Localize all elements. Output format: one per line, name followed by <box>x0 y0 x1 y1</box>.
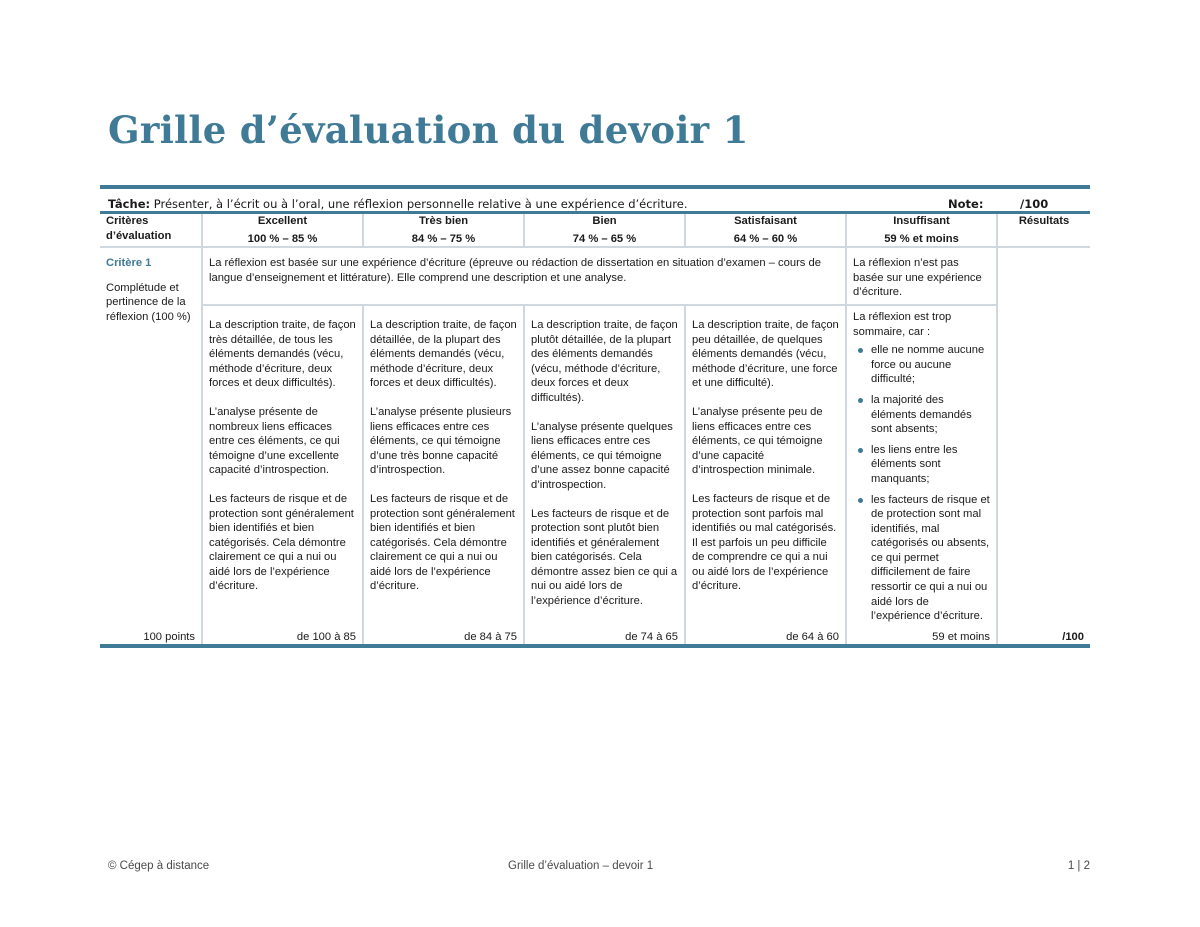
cell-satisfaisant: La description traite, de façon peu détaillée, de quelques éléments demandés (vécu, méthode d’écriture, une force et une difficulté). L’analyse présente peu de liens efficaces entre ces éléments, ce qui témoigne d’une capacité d’introspection minimale. Les facteurs de risque et de protection sont parfois mal identifiés ou mal catégorisés. Il est parfois un peu difficile de comprendre ce qui a nui ou aidé lors de l’expérience d’écriture. <box>685 305 846 630</box>
footer-doc-title: Grille d’évaluation – devoir 1 <box>508 860 654 872</box>
points-insuffisant: 59 et moins <box>846 630 997 645</box>
note-label: Note: <box>948 197 984 211</box>
points-total: 100 points <box>143 630 195 643</box>
rubric-grid <box>100 214 1090 644</box>
points-excellent: de 100 à 85 <box>202 630 363 645</box>
level-header-insuffisant: Insuffisant 59 % et moins <box>846 214 997 247</box>
task-text: Présenter, à l’écrit ou à l’oral, une réflexion personnelle relative à une expérience d’écriture. <box>150 197 688 211</box>
level-header-satisfaisant: Satisfaisant 64 % – 60 % <box>685 214 846 247</box>
criterion-title: Critère 1 <box>106 257 152 270</box>
points-bien: de 74 à 65 <box>524 630 685 645</box>
footer-page-number: 1 | 2 <box>1067 860 1090 872</box>
list-item: les facteurs de risque et de protection sont mal identifiés, mal catégorisés ou absents, ce qui permet difficilement de faire ressortir ce qui a nui ou aidé lors de l’expérience d’écriture. <box>871 493 990 623</box>
points-result: /100 <box>997 630 1090 645</box>
points-satisfaisant: de 64 à 60 <box>685 630 846 645</box>
criteria-header: Critères d’évaluation <box>106 215 172 242</box>
list-item: elle ne nomme aucune force ou aucune difficulté; <box>871 343 990 387</box>
points-row <box>100 630 1090 645</box>
insuf-span-desc: La réflexion n’est pas basée sur une expérience d’écriture. <box>846 247 997 305</box>
task-statement <box>108 197 687 211</box>
footer-copyright: © Cégep à distance <box>108 860 210 872</box>
criterion-span-row <box>100 247 1090 305</box>
list-item: les liens entre les éléments sont manquants; <box>871 443 990 487</box>
criterion-detail-row <box>100 305 1090 630</box>
results-header: Résultats <box>997 214 1090 247</box>
task-row <box>100 189 1090 214</box>
cell-insuffisant: La réflexion est trop sommaire, car : elle ne nomme aucune force ou aucune difficulté; la majorité des éléments demandés sont absents; les liens entre les éléments sont manquants; les facteurs de risque et de protection sont mal identifiés, mal catégorisés ou absents, ce qui permet difficilement de faire ressortir ce qui a nui ou aidé lors de l’expérience d’écriture. <box>846 305 997 630</box>
criterion-span-desc: La réflexion est basée sur une expérience d’écriture (épreuve ou rédaction de dissertation en situation d’examen – cours de langue d’enseignement et littérature). Elle comprend une description et une analyse. <box>202 247 846 305</box>
cell-bien: La description traite, de façon plutôt détaillée, de la plupart des éléments demandés (vécu, méthode d’écriture, deux forces et deux difficultés). L’analyse présente quelques liens efficaces entre ces éléments, ce qui témoigne d’une assez bonne capacité d’introspection. Les facteurs de risque et de protection sont plutôt bien identifiés et généralement bien catégorisés. Cela démontre assez bien ce qui a nui ou aidé lors de l’expérience d’écriture. <box>524 305 685 630</box>
points-tres-bien: de 84 à 75 <box>363 630 524 645</box>
results-cell <box>997 247 1090 630</box>
rubric-table <box>100 185 1090 648</box>
cell-tres-bien: La description traite, de façon détaillée, de la plupart des éléments demandés (vécu, méthode d’écriture, deux forces et deux difficultés). L’analyse présente plusieurs liens efficaces entre ces éléments, ce qui témoigne d’une très bonne capacité d’introspection. Les facteurs de risque et de protection sont généralement bien identifiés et bien catégorisés. Cela démontre clairement ce qui a nui ou aidé lors de l’expérience d’écriture. <box>363 305 524 630</box>
level-header-excellent: Excellent 100 % – 85 % <box>202 214 363 247</box>
criterion-cell <box>100 247 202 630</box>
task-label: Tâche: <box>108 197 151 211</box>
header-row <box>100 214 1090 247</box>
cell-excellent: La description traite, de façon très détaillée, de tous les éléments demandés (vécu, méthode d’écriture, deux forces et deux difficultés). L’analyse présente de nombreux liens efficaces entre ces éléments, ce qui témoigne d’une excellente capacité d’introspection. Les facteurs de risque et de protection sont généralement bien identifiés et bien catégorisés. Cela démontre clairement ce qui a nui ou aidé lors de l’expérience d’écriture. <box>202 305 363 630</box>
list-item: la majorité des éléments demandés sont absents; <box>871 393 990 437</box>
note-value: /100 <box>1020 197 1049 211</box>
criterion-desc: Complétude et pertinence de la réflexion (100 %) <box>106 281 191 323</box>
level-header-bien: Bien 74 % – 65 % <box>524 214 685 247</box>
level-header-tres-bien: Très bien 84 % – 75 % <box>363 214 524 247</box>
insuf-reasons-list <box>853 343 990 624</box>
page-title: Grille d’évaluation du devoir 1 <box>108 108 749 152</box>
